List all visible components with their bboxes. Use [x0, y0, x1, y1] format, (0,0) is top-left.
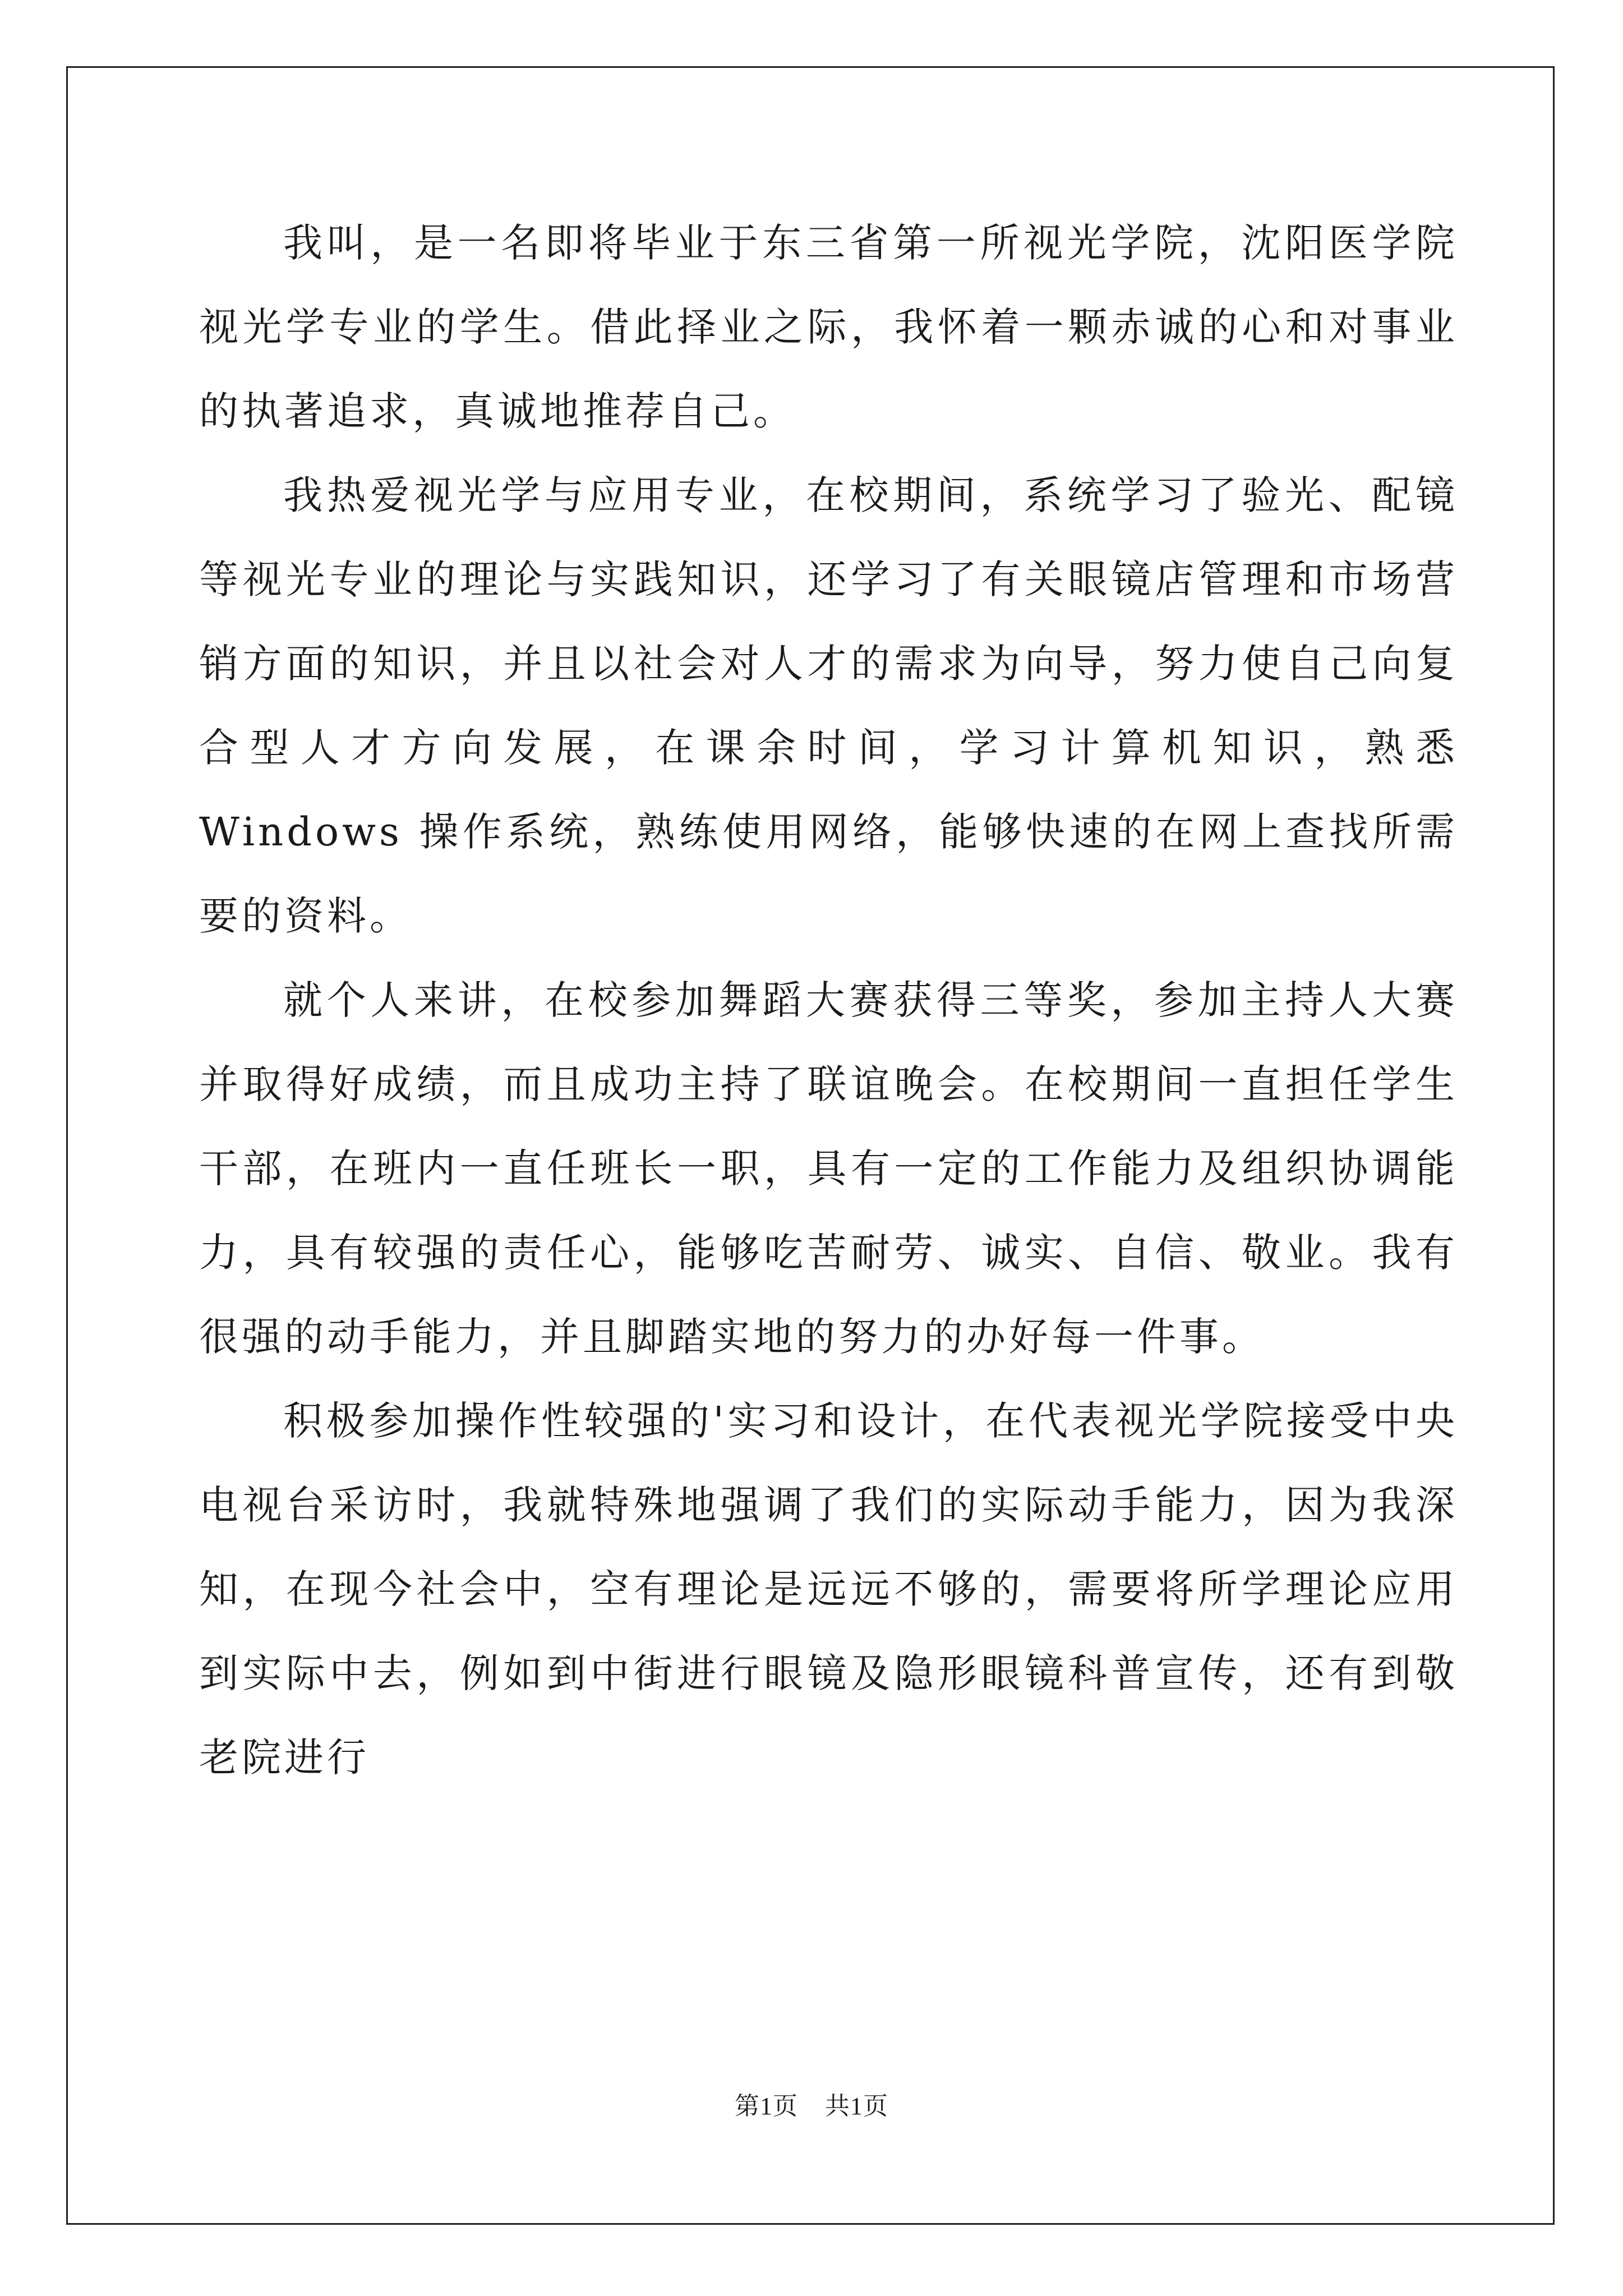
page-number: 第1页: [735, 2092, 798, 2120]
page-total: 共1页: [825, 2092, 888, 2120]
paragraph-intro: 我叫，是一名即将毕业于东三省第一所视光学院，沈阳医学院视光学专业的学生。借此择业之际，我怀着一颗赤诚的心和对事业的执著追求，真诚地推荐自己。: [199, 220, 1458, 434]
document-body: [199, 201, 1458, 1800]
paragraph-practice: 积极参加操作性较强的'实习和设计，在代表视光学院接受中央电视台采访时，我就特殊地强调了我们的实际动手能力，因为我深知，在现今社会中，空有理论是远远不够的，需要将所学理论应用到实际中去，例如到中街进行眼镜及隐形眼镜科普宣传，还有到敬老院进行: [199, 1398, 1458, 1780]
paragraph-activities: 就个人来讲，在校参加舞蹈大赛获得三等奖，参加主持人大赛并取得好成绩，而且成功主持了联谊晚会。在校期间一直担任学生干部，在班内一直任班长一职，具有一定的工作能力及组织协调能力，具有较强的责任心，能够吃苦耐劳、诚实、自信、敬业。我有很强的动手能力，并且脚踏实地的努力的办好每一件事。: [199, 977, 1458, 1360]
paragraph-major: 我热爱视光学与应用专业，在校期间，系统学习了验光、配镜等视光专业的理论与实践知识，还学习了有关眼镜店管理和市场营销方面的知识，并且以社会对人才的需求为向导，努力使自己向复合型人才方向发展，在课余时间，学习计算机知识，熟悉 Windows 操作系统，熟练使用网络，能够快速的在网上查找所需要的资料。: [199, 472, 1458, 939]
page-footer: [0, 2086, 1623, 2122]
